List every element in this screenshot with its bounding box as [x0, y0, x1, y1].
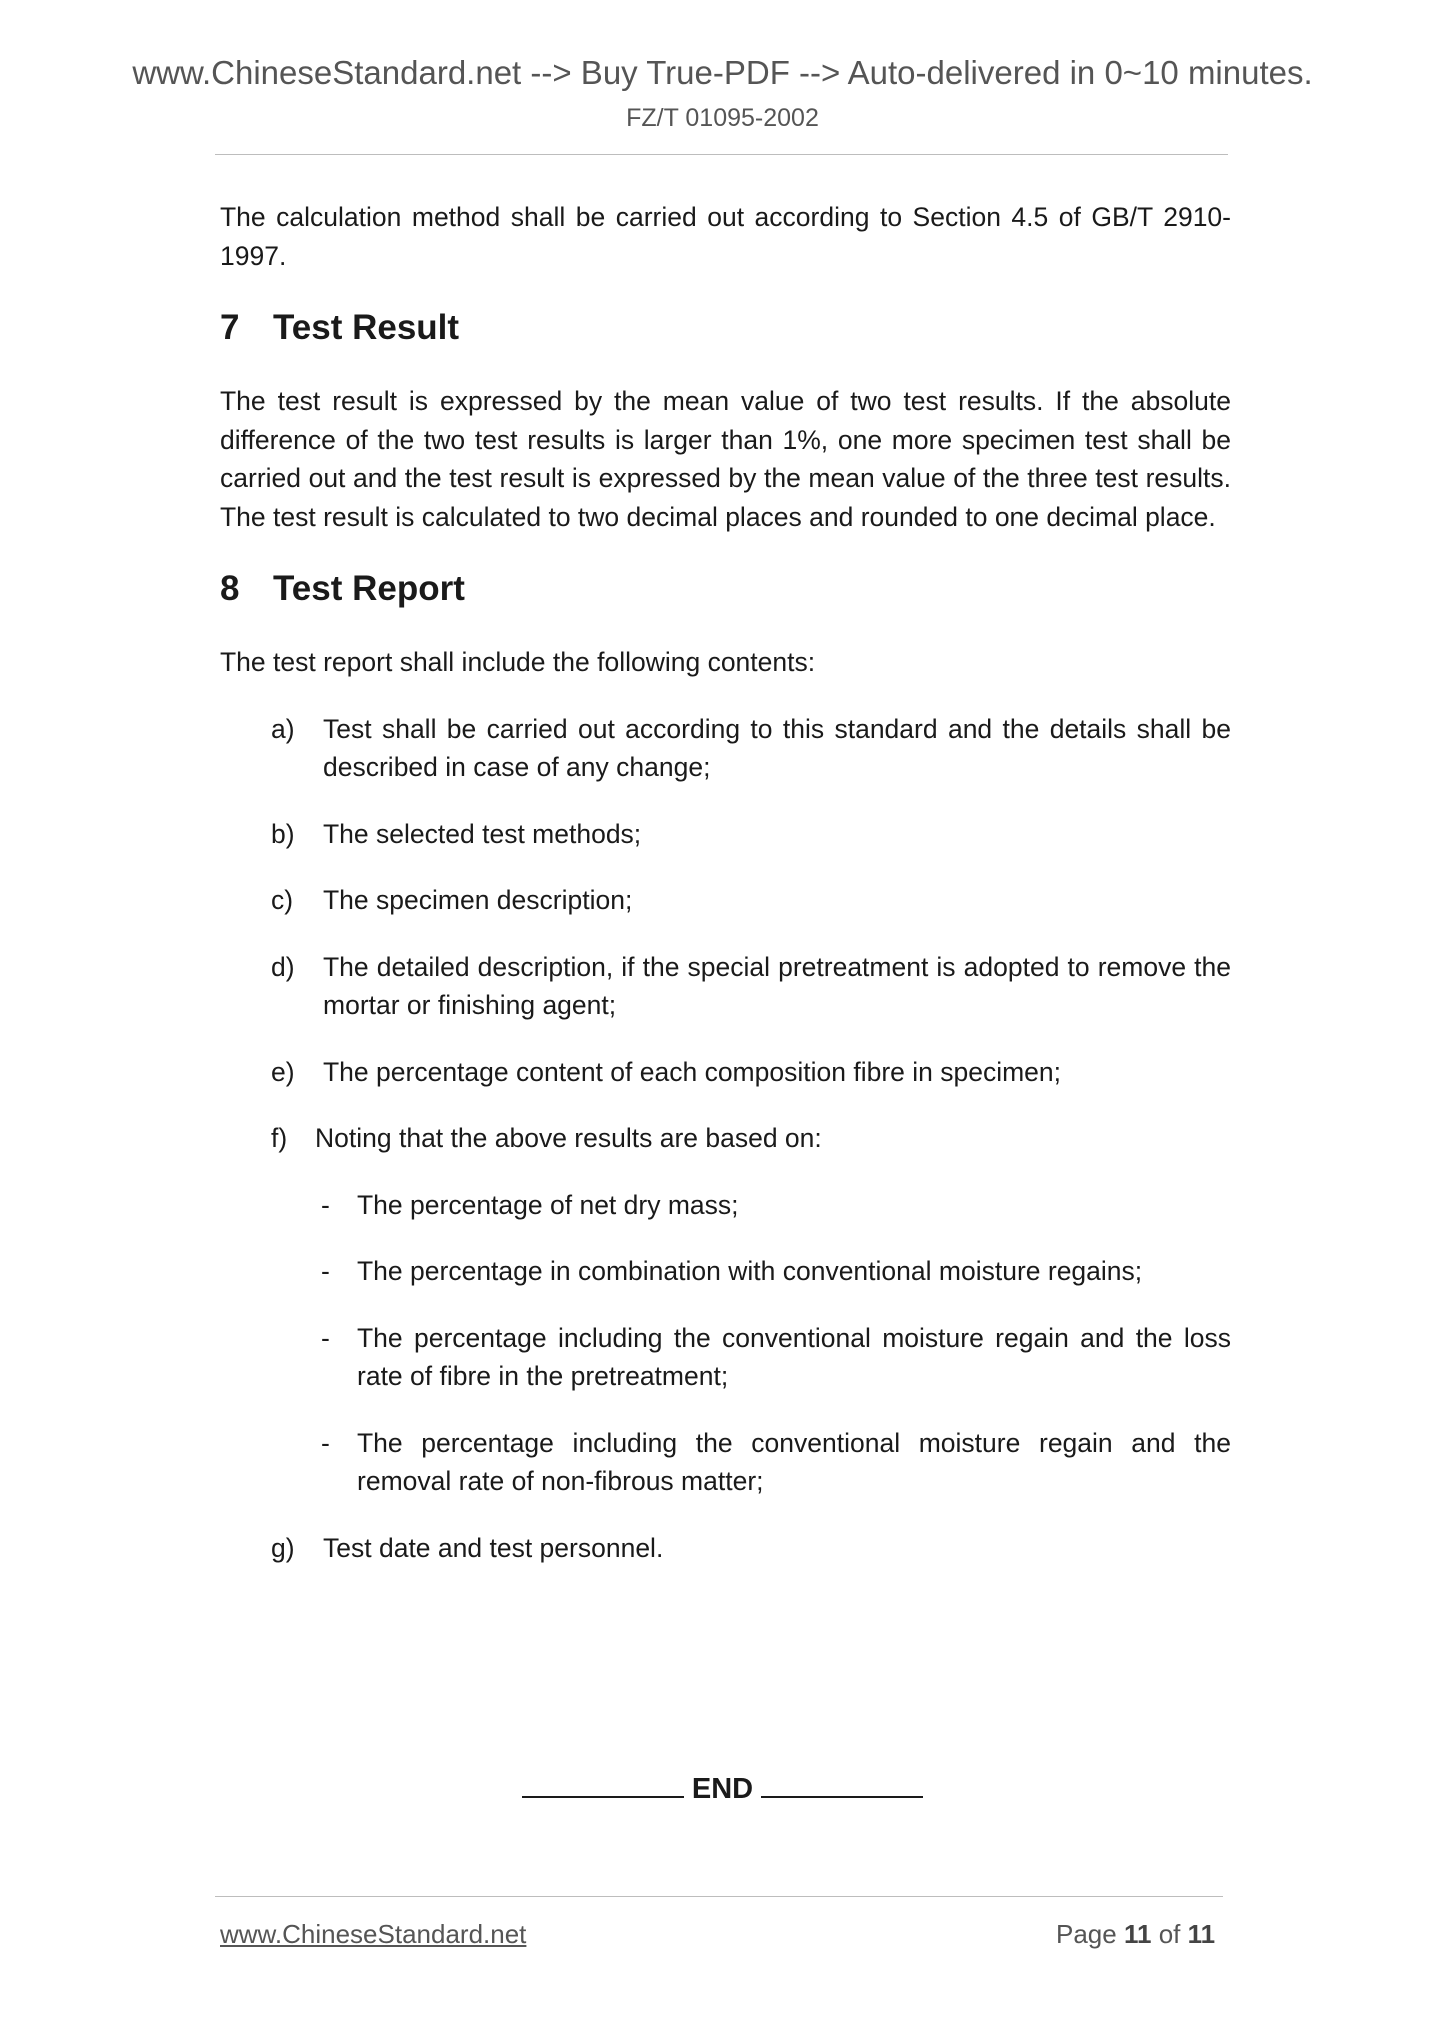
- list-item-marker: f): [271, 1123, 288, 1153]
- sub-list-dash: -: [321, 1189, 330, 1220]
- sub-list-dash: -: [321, 1322, 330, 1353]
- header-divider: [215, 154, 1228, 155]
- footer-divider: [215, 1896, 1223, 1897]
- sub-list-text: The percentage of net dry mass;: [357, 1189, 739, 1220]
- list-item: [220, 948, 1231, 1025]
- list-item-text: Test shall be carried out according to this standard and the details shall be described in case of any change;: [323, 713, 1231, 782]
- list-item-marker: c): [271, 885, 294, 915]
- page-body: [220, 198, 1231, 1567]
- list-item-text: The detailed description, if the special pretreatment is adopted to remove the mortar or finishing agent;: [323, 951, 1231, 1020]
- list-item-marker: b): [271, 818, 295, 849]
- section-7-title: Test Result: [273, 308, 460, 347]
- section-7-heading: [220, 307, 1231, 349]
- sub-list-dash: -: [321, 1427, 330, 1458]
- page-total: 11: [1187, 1919, 1216, 1949]
- list-item-text: Noting that the above results are based on:: [315, 1123, 822, 1153]
- end-marker: [0, 1768, 1445, 1804]
- document-number: FZ/T 01095-2002: [626, 104, 819, 132]
- sub-list-text: The percentage including the conventional moisture regain and the removal rate of non-fibrous matter;: [357, 1427, 1231, 1496]
- section-7-number: 7: [220, 308, 240, 347]
- sub-list-item: [220, 1186, 1231, 1225]
- page-current: 11: [1123, 1919, 1152, 1949]
- sub-list-dash: -: [321, 1256, 330, 1286]
- page-label: Page: [1056, 1919, 1117, 1949]
- list-item: [220, 1053, 1231, 1092]
- list-item-marker: d): [271, 951, 295, 982]
- report-contents-list: [220, 710, 1231, 1568]
- header-banner: www.ChineseStandard.net --> Buy True-PDF --> Auto-delivered in 0~10 minutes.: [132, 54, 1313, 91]
- footer-website-link[interactable]: www.ChineseStandard.net: [220, 1919, 527, 1949]
- list-item: [220, 710, 1231, 787]
- section-8-heading: [220, 568, 1231, 610]
- list-item-marker: e): [271, 1056, 295, 1087]
- list-item-text: The selected test methods;: [323, 818, 642, 849]
- end-rule-left: [522, 1768, 684, 1798]
- list-item-text: The percentage content of each composition fibre in specimen;: [323, 1056, 1062, 1087]
- list-item-marker: g): [271, 1532, 295, 1563]
- sub-list-item: [220, 1252, 1231, 1291]
- section-8-title: Test Report: [273, 569, 465, 608]
- list-item: [220, 1529, 1231, 1568]
- sub-list-text: The percentage in combination with conventional moisture regains;: [357, 1256, 1143, 1286]
- sub-list-item: [220, 1319, 1231, 1396]
- intro-paragraph: The calculation method shall be carried out according to Section 4.5 of GB/T 2910-1997.: [220, 202, 1231, 271]
- page-of-label: of: [1158, 1919, 1181, 1949]
- section-8-intro: The test report shall include the following contents:: [220, 647, 816, 677]
- list-item: [220, 881, 1231, 920]
- list-item-marker: a): [271, 713, 295, 744]
- end-rule-right: [761, 1768, 923, 1798]
- end-label: END: [691, 1773, 754, 1805]
- list-item: [220, 1119, 1231, 1158]
- list-item: [220, 815, 1231, 854]
- sub-list-item: [220, 1424, 1231, 1501]
- section-7-paragraph: The test result is expressed by the mean value of two test results. If the absolute difference of the two test results is larger than 1%, one more specimen test shall be carried out and the test result is expressed by the mean value of the three test results. The test result is calculated to two decimal places and rounded to one decimal place.: [220, 386, 1231, 532]
- list-item-text: Test date and test personnel.: [323, 1532, 664, 1563]
- list-item-text: The specimen description;: [323, 885, 633, 915]
- section-8-number: 8: [220, 569, 240, 608]
- sub-list-text: The percentage including the conventional moisture regain and the loss rate of fibre in the pretreatment;: [357, 1322, 1231, 1391]
- page-indicator: [1056, 1921, 1215, 1947]
